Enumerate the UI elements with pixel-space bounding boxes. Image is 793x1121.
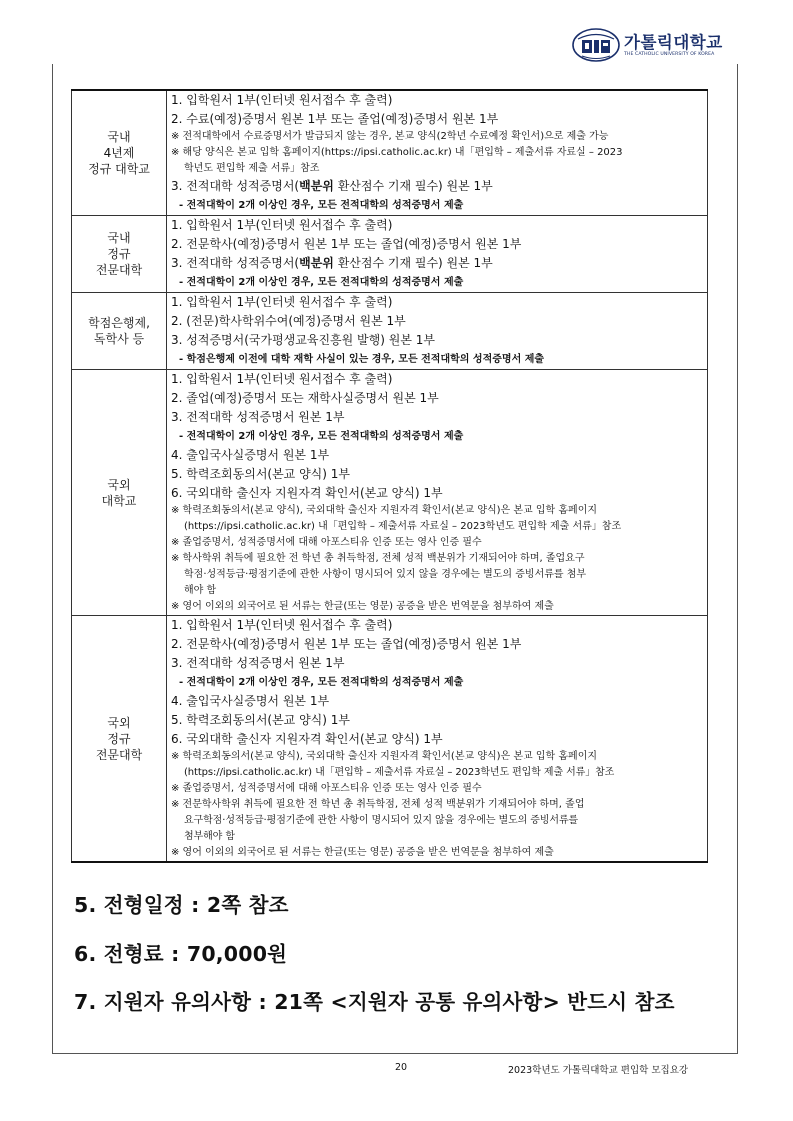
document-item: 6. 국외대학 출신자 지원자격 확인서(본교 양식) 1부 <box>171 732 443 746</box>
note-continuation: 학점·성적등급·평점기준에 관한 사항이 명시되어 있지 않을 경우에는 별도의 증빙서류를 첨부 <box>184 569 587 580</box>
sub-note: - 전적대학이 2개 이상인 경우, 모든 전적대학의 성적증명서 제출 <box>179 677 464 688</box>
document-item: 6. 국외대학 출신자 지원자격 확인서(본교 양식) 1부 <box>171 486 443 500</box>
note-line: ※ 영어 이외의 외국어로 된 서류는 한글(또는 영문) 공증을 받은 번역문을 첨부하여 제출 <box>171 601 554 612</box>
table-row <box>72 293 708 370</box>
logo-korean-name: 가톨릭대학교 <box>624 32 723 52</box>
note-line: ※ 영어 이외의 외국어로 된 서류는 한글(또는 영문) 공증을 받은 번역문을 첨부하여 제출 <box>171 847 554 858</box>
document-item <box>171 254 705 273</box>
category-label: 국내 <box>107 130 131 144</box>
item-text-part: 3. 전적대학 성적증명서( <box>171 256 300 270</box>
note-continuation: 요구학점·성적등급·평점기준에 관한 사항이 명시되어 있지 않을 경우에는 별도의 증빙서류를 <box>184 815 579 826</box>
documents-cell <box>167 616 708 863</box>
category-label: 독학사 등 <box>93 332 145 346</box>
table-row <box>72 90 708 216</box>
category-label: 4년제 <box>103 146 135 160</box>
note-line: ※ 해당 양식은 본교 입학 홈페이지(https://ipsi.catholic.ac.kr) 내「편입학 – 제출서류 자료실 – 2023 <box>171 147 623 158</box>
document-item: 3. 전적대학 성적증명서 원본 1부 <box>171 656 345 670</box>
documents-cell <box>167 293 708 370</box>
note-line: ※ 전문학사학위 취득에 필요한 전 학년 총 취득학점, 전체 성적 백분위가 기재되어야 하며, 졸업 <box>171 799 585 810</box>
documents-cell <box>167 90 708 216</box>
category-label: 학점은행제, <box>88 316 150 330</box>
document-item: 1. 입학원서 1부(인터넷 원서접수 후 출력) <box>171 372 393 386</box>
category-cell <box>72 370 167 616</box>
document-item: 2. 졸업(예정)증명서 또는 재학사실증명서 원본 1부 <box>171 391 439 405</box>
section-fee: 6. 전형료 : 70,000원 <box>74 942 288 966</box>
document-item: 3. 성적증명서(국가평생교육진흥원 발행) 원본 1부 <box>171 333 435 347</box>
note-line: ※ 학사학위 취득에 필요한 전 학년 총 취득학점, 전체 성적 백분위가 기재되어야 하며, 졸업요구 <box>171 553 585 564</box>
item-text-part: 환산점수 기재 필수) 원본 1부 <box>333 179 493 193</box>
document-item: 5. 학력조회동의서(본교 양식) 1부 <box>171 713 350 727</box>
item-text-part: 환산점수 기재 필수) 원본 1부 <box>333 256 493 270</box>
footer-title: 2023학년도 가톨릭대학교 편입학 모집요강 <box>508 1065 689 1076</box>
table-row <box>72 216 708 293</box>
document-item: 2. 전문학사(예정)증명서 원본 1부 또는 졸업(예정)증명서 원본 1부 <box>171 237 522 251</box>
category-cell <box>72 216 167 293</box>
item-text-part: 3. 전적대학 성적증명서( <box>171 179 300 193</box>
category-label: 정규 <box>107 731 131 746</box>
page-number: 20 <box>395 1062 408 1073</box>
note-line: ※ 졸업증명서, 성적증명서에 대해 아포스티유 인증 또는 영사 인증 필수 <box>171 783 482 794</box>
category-label: 전문대학 <box>95 747 143 762</box>
document-item: 1. 입학원서 1부(인터넷 원서접수 후 출력) <box>171 93 393 107</box>
category-label: 국외 <box>107 477 131 492</box>
section-notice: 7. 지원자 유의사항 : 21쪽 <지원자 공통 유의사항> 반드시 참조 <box>74 990 675 1014</box>
required-documents-table <box>71 89 708 863</box>
document-item: 4. 출입국사실증명서 원본 1부 <box>171 448 330 462</box>
category-label: 정규 대학교 <box>88 162 150 176</box>
document-item: 4. 출입국사실증명서 원본 1부 <box>171 694 330 708</box>
documents-cell <box>167 216 708 293</box>
category-label: 국내 <box>107 231 131 245</box>
note-line: ※ 학력조회동의서(본교 양식), 국외대학 출신자 지원자격 확인서(본교 양식)은 본교 입학 홈페이지 <box>171 751 598 762</box>
category-label: 정규 <box>107 247 131 261</box>
emphasis-text: 백분위 <box>299 179 334 193</box>
note-line: ※ 졸업증명서, 성적증명서에 대해 아포스티유 인증 또는 영사 인증 필수 <box>171 537 482 548</box>
note-continuation: 첨부해야 함 <box>184 831 235 842</box>
category-cell <box>72 293 167 370</box>
note-continuation: (https://ipsi.catholic.ac.kr) 내「편입학 – 제출서류 자료실 – 2023학년도 편입학 제출 서류」참조 <box>184 521 622 532</box>
document-item: 1. 입학원서 1부(인터넷 원서접수 후 출력) <box>171 218 393 232</box>
section-schedule: 5. 전형일정 : 2쪽 참조 <box>74 893 289 917</box>
note-line: ※ 학력조회동의서(본교 양식), 국외대학 출신자 지원자격 확인서(본교 양식)은 본교 입학 홈페이지 <box>171 505 598 516</box>
emphasis-text: 백분위 <box>299 256 334 270</box>
note-line: ※ 전적대학에서 수료증명서가 발급되지 않는 경우, 본교 양식(2학년 수료예정 확인서)으로 제출 가능 <box>171 131 609 142</box>
category-cell <box>72 616 167 863</box>
sub-note: - 전적대학이 2개 이상인 경우, 모든 전적대학의 성적증명서 제출 <box>179 431 464 442</box>
document-item: 2. 수료(예정)증명서 원본 1부 또는 졸업(예정)증명서 원본 1부 <box>171 112 499 126</box>
logo-english-name: THE CATHOLIC UNIVERSITY OF KOREA <box>624 51 715 57</box>
documents-cell <box>167 370 708 616</box>
document-item: 2. (전문)학사학위수여(예정)증명서 원본 1부 <box>171 314 406 328</box>
category-label: 대학교 <box>101 493 137 508</box>
category-label: 전문대학 <box>95 263 143 277</box>
table-row <box>72 616 708 863</box>
document-item: 5. 학력조회동의서(본교 양식) 1부 <box>171 467 350 481</box>
document-item <box>171 177 705 196</box>
document-item: 2. 전문학사(예정)증명서 원본 1부 또는 졸업(예정)증명서 원본 1부 <box>171 637 522 651</box>
category-label: 국외 <box>107 715 131 730</box>
document-item: 1. 입학원서 1부(인터넷 원서접수 후 출력) <box>171 618 393 632</box>
note-continuation: 학년도 편입학 제출 서류」참조 <box>184 163 320 174</box>
table-row <box>72 370 708 616</box>
document-item: 3. 전적대학 성적증명서 원본 1부 <box>171 410 345 424</box>
university-logo <box>572 28 723 62</box>
sub-note: - 학점은행제 이전에 대학 재학 사실이 있는 경우, 모든 전적대학의 성적증명서 제출 <box>179 354 545 365</box>
note-continuation: 해야 함 <box>184 585 217 596</box>
university-emblem-icon <box>572 28 620 62</box>
sub-note: - 전적대학이 2개 이상인 경우, 모든 전적대학의 성적증명서 제출 <box>179 200 464 211</box>
category-cell <box>72 90 167 216</box>
sub-note: - 전적대학이 2개 이상인 경우, 모든 전적대학의 성적증명서 제출 <box>179 277 464 288</box>
note-continuation: (https://ipsi.catholic.ac.kr) 내「편입학 – 제출서류 자료실 – 2023학년도 편입학 제출 서류」참조 <box>184 767 615 778</box>
document-item: 1. 입학원서 1부(인터넷 원서접수 후 출력) <box>171 295 393 309</box>
